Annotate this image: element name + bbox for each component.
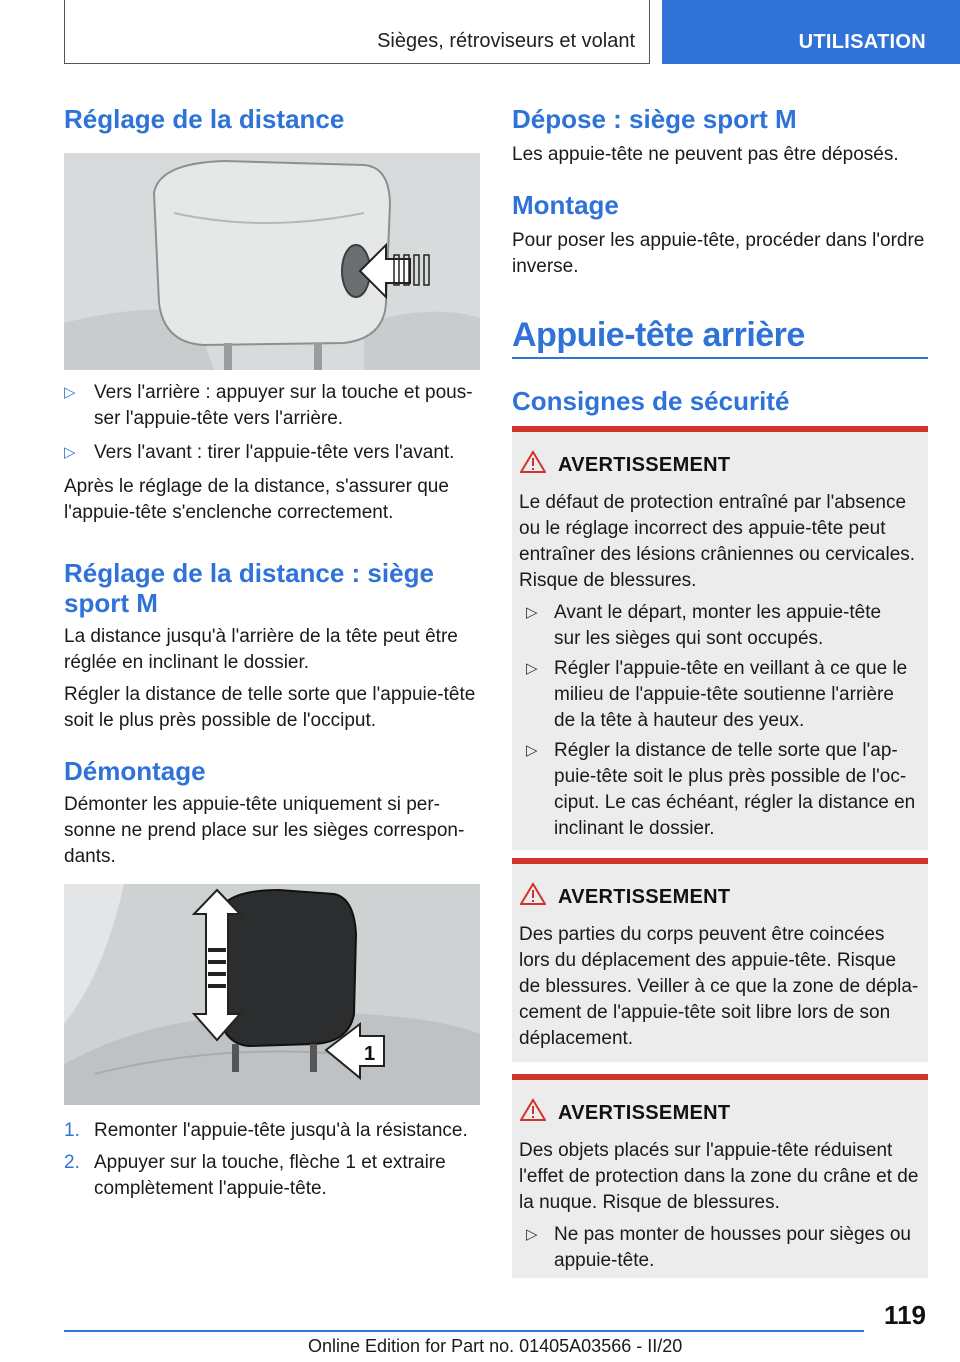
warning-box-1: AVERTISSEMENT Le défaut de protection entraîné par l'absence ou le réglage incorrect des appuie-tête peut entraîner des lésions crâniennes ou cervicales. Risque de blessures. ▷ Avant le départ, monter les appuie-tête sur les sièges qui sont occupés. ▷ Régler l'appuie-tête en veillant à ce que le milieu de l'appuie-tête soutienne l'arrière de la tête à hauteur des yeux. ▷ Régler la distance de telle sorte que l'ap- puie-tête soit le plus près possible de l'oc- ciput. Le cas échéant, régler la distance en inclinant le dossier. [512, 426, 928, 850]
list-marker-icon: ▷ [526, 742, 538, 759]
header-chapter-tab[interactable] [662, 0, 960, 64]
header-section-box [64, 0, 650, 64]
callout-number: 1 [364, 1043, 376, 1065]
headrest-photo-distance [64, 153, 480, 370]
warning-box-2 [512, 858, 928, 1062]
warning-title: AVERTISSEMENT [558, 1102, 731, 1124]
paragraph-sport-1: La distance jusqu'à l'arrière de la tête peut être réglée en inclinant le dossier. [64, 626, 458, 673]
footer-edition: Online Edition for Part no. 01405A03566 - II/20 [308, 1336, 683, 1356]
warning-triangle-icon [520, 1098, 546, 1122]
heading-appuie-tete-arriere: Appuie-tête arrière [512, 316, 805, 354]
warning-box-3: AVERTISSEMENT Des objets placés sur l'appuie-tête réduisent l'effet de protection dans la zone du crâne et de la nuque. Risque de blessures. ▷ Ne pas monter de housses pour sièges ou appuie-tête. [512, 1074, 928, 1278]
headrest-photo-removal [64, 884, 480, 1105]
list-marker-icon: ▷ [64, 444, 76, 461]
heading-consignes: Consignes de sécurité [512, 386, 790, 416]
heading-reglage-distance: Réglage de la distance [64, 104, 345, 134]
list-marker-icon: ▷ [64, 384, 76, 401]
paragraph-after-adjust: Après le réglage de la distance, s'assurer que l'appuie-tête s'enclenche correctement. [64, 476, 449, 523]
heading-rule [512, 357, 928, 359]
paragraph-demontage: Démonter les appuie-tête uniquement si per- sonne ne prend place sur les sièges correspon- dants. [64, 794, 465, 867]
list-marker-icon: ▷ [526, 604, 538, 621]
warning-text: Des objets placés sur l'appuie-tête réduisent l'effet de protection dans la zone du crâne et de la nuque. Risque de blessures. [519, 1140, 919, 1213]
heading-depose: Dépose : siège sport M [512, 104, 797, 134]
footer-rule [64, 1330, 864, 1332]
warning-text: Le défaut de protection entraîné par l'absence ou le réglage incorrect des appuie-tête peut entraîner des lésions crâniennes ou cervicales. Risque de blessures. [519, 492, 916, 591]
warning-title: AVERTISSEMENT [558, 454, 731, 476]
paragraph-sport-2: Régler la distance de telle sorte que l'appuie-tête soit le plus près possible de l'occiput. [64, 684, 476, 731]
header-chapter-title: UTILISATION [798, 31, 926, 53]
heading-distance-sport: Réglage de la distance : siège sport M [64, 558, 434, 618]
list-marker-icon: ▷ [526, 660, 538, 677]
warning-triangle-icon [520, 450, 546, 474]
paragraph-depose: Les appuie-tête ne peuvent pas être déposés. [512, 144, 899, 165]
page-number: 119 [884, 1300, 926, 1330]
heading-montage: Montage [512, 190, 619, 220]
paragraph-montage: Pour poser les appuie-tête, procéder dans l'ordre inverse. [512, 230, 925, 277]
warning-title: AVERTISSEMENT [558, 886, 731, 908]
list-marker-icon: ▷ [526, 1226, 538, 1243]
warning-triangle-icon [520, 882, 546, 906]
warning-text: Des parties du corps peuvent être coincées lors du déplacement des appuie-tête. Risque de blessures. Veiller à ce que la zone de dépla- cement de l'appuie-tête soit libre lors de son déplacement. [519, 924, 919, 1049]
heading-demontage: Démontage [64, 756, 206, 786]
header-section-title: Sièges, rétroviseurs et volant [377, 30, 635, 52]
